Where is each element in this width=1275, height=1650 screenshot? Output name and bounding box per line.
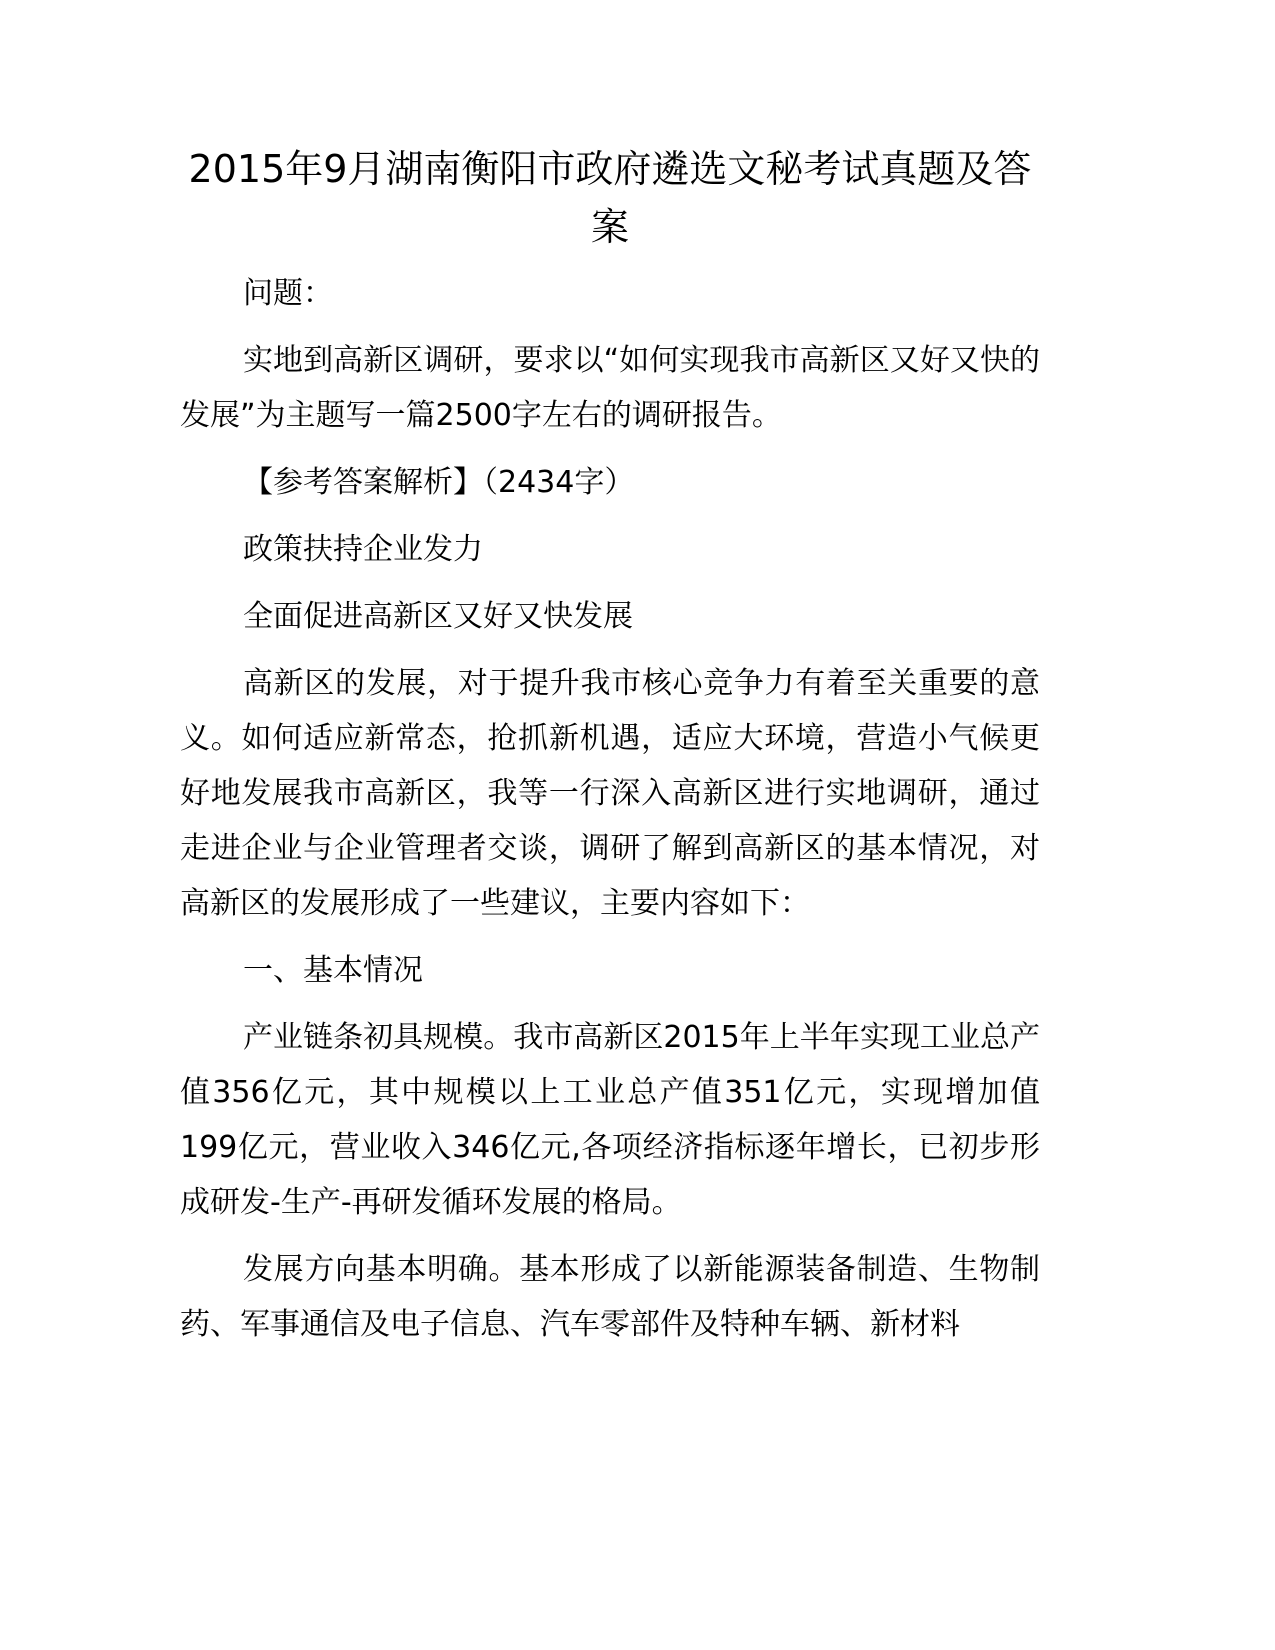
document-page: [180, 140, 1040, 1364]
paragraph-section-heading: 一、基本情况: [243, 953, 423, 988]
paragraph-industry-chain: 产业链条初具规模。我市高新区2015年上半年实现工业总产值356亿元，其中规模以上工业总产值351亿元，实现增加值199亿元，营业收入346亿元,各项经济指标逐年增长，已初步形成研发-生产-再研发循环发展的格局。: [180, 1020, 1040, 1220]
paragraph-question-label: 问题：: [243, 276, 333, 311]
paragraph-answer-heading: 【参考答案解析】（2434字）: [243, 465, 635, 500]
paragraph-intro: 高新区的发展，对于提升我市核心竞争力有着至关重要的意义。如何适应新常态，抢抓新机遇，适应大环境，营造小气候更好地发展我市高新区，我等一行深入高新区进行实地调研，通过走进企业与企业管理者交谈，调研了解到高新区的基本情况，对高新区的发展形成了一些建议，主要内容如下：: [180, 666, 1040, 921]
paragraph-question-text: 实地到高新区调研，要求以“如何实现我市高新区又好又快的发展”为主题写一篇2500字左右的调研报告。: [180, 343, 1040, 433]
paragraph-subtitle-2: 全面促进高新区又好又快发展: [243, 599, 633, 634]
document-title: 2015年9月湖南衡阳市政府遴选文秘考试真题及答案: [188, 147, 1032, 249]
paragraph-development-direction: 发展方向基本明确。基本形成了以新能源装备制造、生物制药、军事通信及电子信息、汽车零部件及特种车辆、新材料: [180, 1252, 1040, 1342]
paragraph-subtitle-1: 政策扶持企业发力: [243, 532, 483, 567]
